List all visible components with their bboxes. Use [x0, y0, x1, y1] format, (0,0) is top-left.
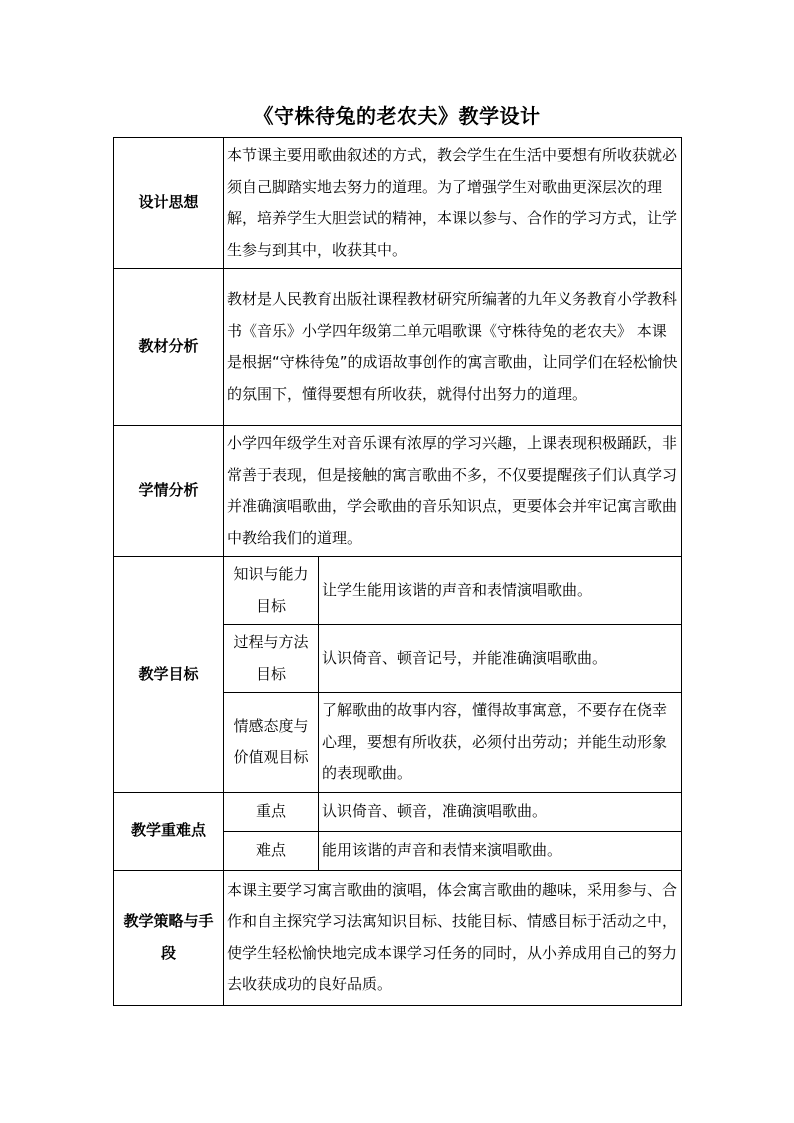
material-analysis-text: 教材是人民教育出版社课程教材研究所编著的九年义务教育小学教科书《音乐》小学四年级第二单元唱歌课《守株待兔的老农夫》 本课是根据“守株待兔”的成语故事创作的寓言歌曲，让同学们在轻松愉快的氛围下，懂得要想有所收获，就得付出努力的道理。: [224, 269, 682, 426]
objective-emotion-label: 情感态度与价值观目标: [224, 693, 319, 793]
material-analysis-label: 教材分析: [114, 269, 224, 426]
objective-knowledge-text: 让学生能用该谐的声音和表情演唱歌曲。: [319, 557, 682, 625]
difficult-point-text: 能用该谐的声音和表情来演唱歌曲。: [319, 831, 682, 870]
student-analysis-label: 学情分析: [114, 426, 224, 557]
design-idea-label: 设计思想: [114, 138, 224, 269]
page-title: 《守株待兔的老农夫》教学设计: [253, 104, 541, 128]
key-point-label: 重点: [224, 792, 319, 831]
key-points-label: 教学重难点: [114, 792, 224, 870]
objectives-label: 教学目标: [114, 557, 224, 793]
row-objective-knowledge: [114, 557, 682, 625]
row-student-analysis: [114, 426, 682, 557]
difficult-point-label: 难点: [224, 831, 319, 870]
objective-knowledge-label: 知识与能力目标: [224, 557, 319, 625]
student-analysis-text: 小学四年级学生对音乐课有浓厚的学习兴趣，上课表现积极踊跃，非常善于表现，但是接触的寓言歌曲不多，不仅要提醒孩子们认真学习并准确演唱歌曲，学会歌曲的音乐知识点，更要体会并牢记寓言歌曲中教给我们的道理。: [224, 426, 682, 557]
objective-process-text: 认识倚音、顿音记号，并能准确演唱歌曲。: [319, 625, 682, 693]
row-strategy: [114, 870, 682, 1005]
strategy-label: 教学策略与手段: [114, 870, 224, 1005]
key-point-text: 认识倚音、顿音，准确演唱歌曲。: [319, 792, 682, 831]
design-idea-text: 本节课主要用歌曲叙述的方式，教会学生在生活中要想有所收获就必须自己脚踏实地去努力的道理。为了增强学生对歌曲更深层次的理解，培养学生大胆尝试的精神，本课以参与、合作的学习方式，让学生参与到其中，收获其中。: [224, 138, 682, 269]
objective-emotion-text: 了解歌曲的故事内容，懂得故事寓意，不要存在侥幸心理，要想有所收获，必须付出劳动；并能生动形象的表现歌曲。: [319, 693, 682, 793]
row-material-analysis: [114, 269, 682, 426]
objective-process-label: 过程与方法目标: [224, 625, 319, 693]
strategy-text: 本课主要学习寓言歌曲的演唱，体会寓言歌曲的趣味，采用参与、合作和自主探究学习法寓知识目标、技能目标、情感目标于活动之中，使学生轻松愉快地完成本课学习任务的同时，从小养成用自己的努力去收获成功的良好品质。: [224, 870, 682, 1005]
row-key-point: [114, 792, 682, 831]
lesson-plan-table: [113, 137, 682, 1006]
row-design-idea: [114, 138, 682, 269]
